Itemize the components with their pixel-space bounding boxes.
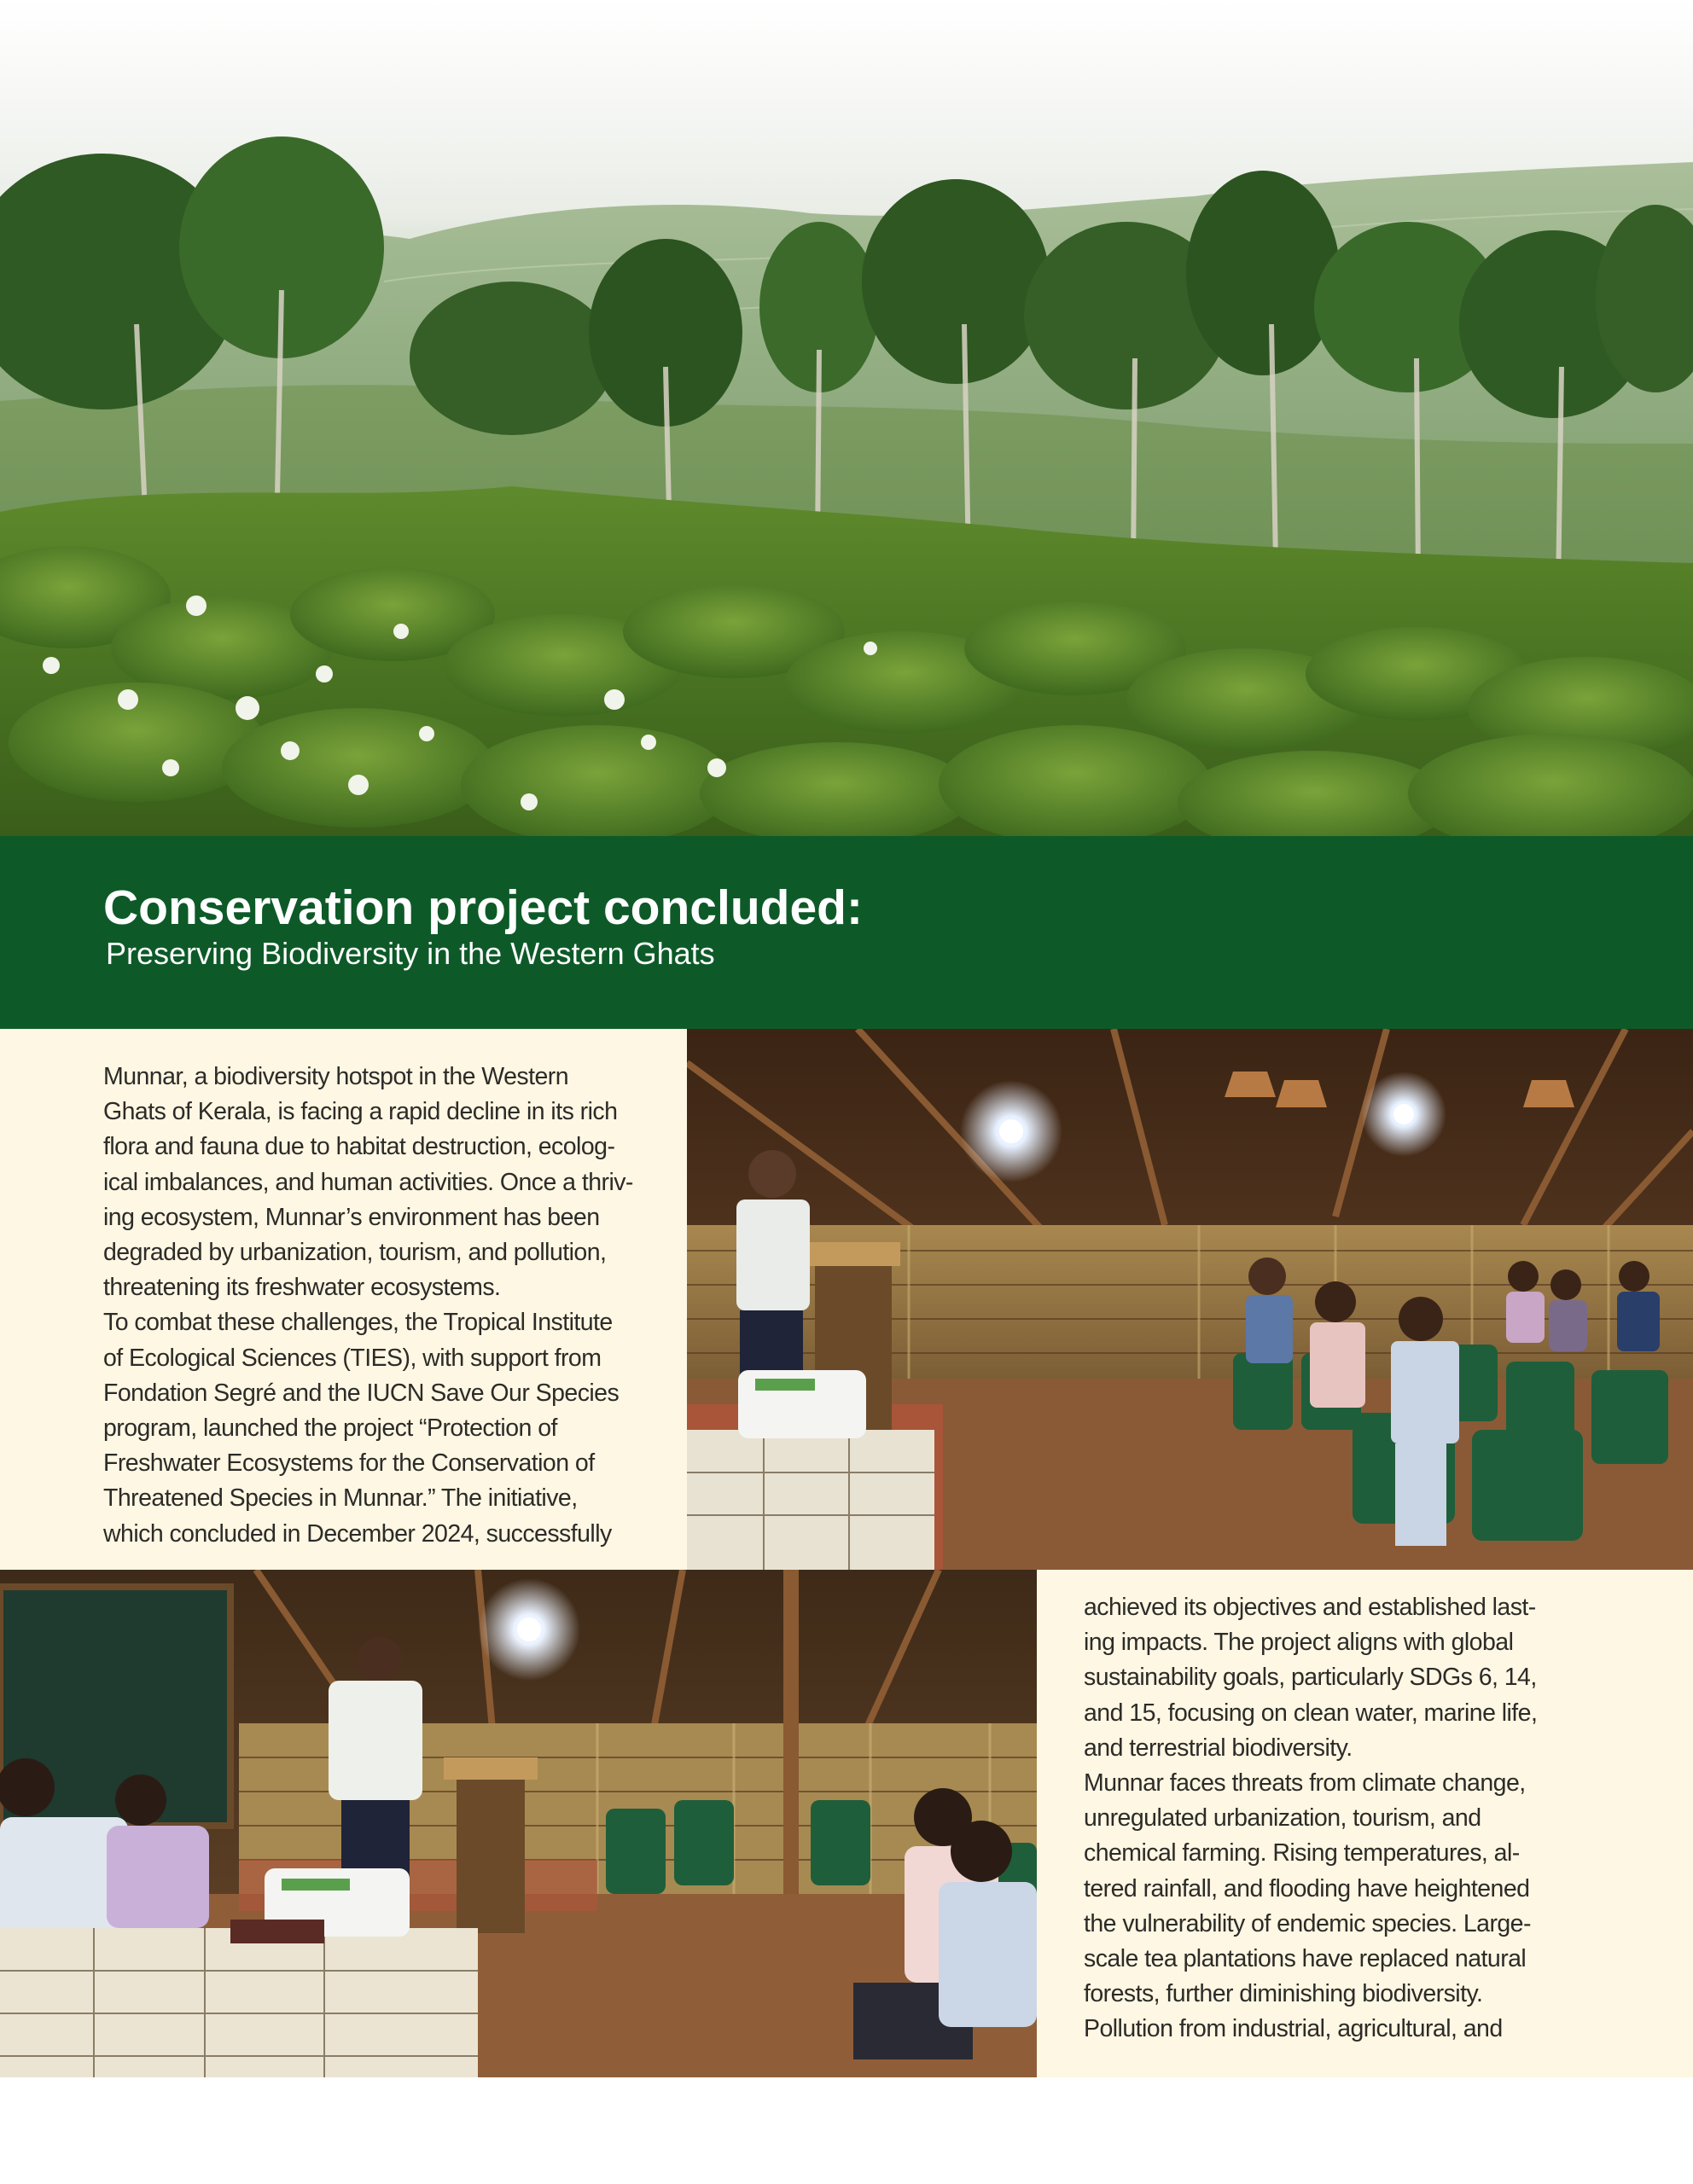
hero-landscape-photo [0,0,1693,836]
column-2-line: the vulnerability of endemic species. Large- [1084,1909,1531,1937]
seminar-photo-second-speaker [0,1570,1037,2077]
column-1-line: of Ecological Sciences (TIES), with support from [103,1344,602,1372]
column-1-line: Munnar, a biodiversity hotspot in the Western [103,1063,569,1090]
seminar-photo-speaker-and-audience [687,1029,1693,1570]
hero-landscape-illustration [0,0,1693,836]
article-column-2 [1084,1590,1673,2048]
column-2-line: tered rainfall, and flooding have heightened [1084,1874,1530,1902]
column-1-line: degraded by urbanization, tourism, and pollution, [103,1239,607,1267]
column-1-line: Threatened Species in Munnar.” The initiative, [103,1484,578,1513]
column-2-line: Munnar faces threats from climate change, [1084,1769,1526,1798]
column-2-line: achieved its objectives and established last- [1084,1594,1536,1621]
column-1-line: Fondation Segré and the IUCN Save Our Species [103,1379,620,1407]
column-2-line: chemical farming. Rising temperatures, al- [1084,1839,1520,1867]
column-2-line: unregulated urbanization, tourism, and [1084,1804,1481,1833]
column-2-line: forests, further diminishing biodiversity. [1084,1980,1483,2008]
column-1-line: threatening its freshwater ecosystems. [103,1274,501,1302]
page-bottom-margin [0,2077,1693,2184]
column-1-line: ical imbalances, and human activities. Once a thriv- [103,1168,633,1196]
column-2-line: ing impacts. The project aligns with global [1084,1629,1514,1657]
column-1-line: which concluded in December 2024, successfully [103,1519,612,1548]
column-1-line: flora and fauna due to habitat destruction, ecolog- [103,1133,615,1161]
article-subtitle: Preserving Biodiversity in the Western Ghats [106,936,715,971]
column-2-line: scale tea plantations have replaced natural [1084,1945,1527,1973]
column-1-line: ing ecosystem, Munnar’s environment has been [103,1203,600,1231]
column-1-line: program, launched the project “Protection of [103,1414,557,1443]
column-2-line: sustainability goals, particularly SDGs 6, 14, [1084,1664,1537,1692]
column-2-line: Pollution from industrial, agricultural, and [1084,2015,1503,2043]
seminar-photo-2-illustration [0,1570,1037,2077]
article-title: Conservation project concluded: [103,880,863,935]
column-1-line: To combat these challenges, the Tropical Institute [103,1309,613,1337]
column-2-line: and terrestrial biodiversity. [1084,1734,1353,1762]
column-1-line: Freshwater Ecosystems for the Conservation of [103,1449,595,1478]
column-1-line: Ghats of Kerala, is facing a rapid decline in its rich [103,1098,618,1126]
column-2-line: and 15, focusing on clean water, marine life, [1084,1699,1538,1727]
seminar-photo-1-illustration [687,1029,1693,1570]
article-column-1 [103,1060,666,1552]
